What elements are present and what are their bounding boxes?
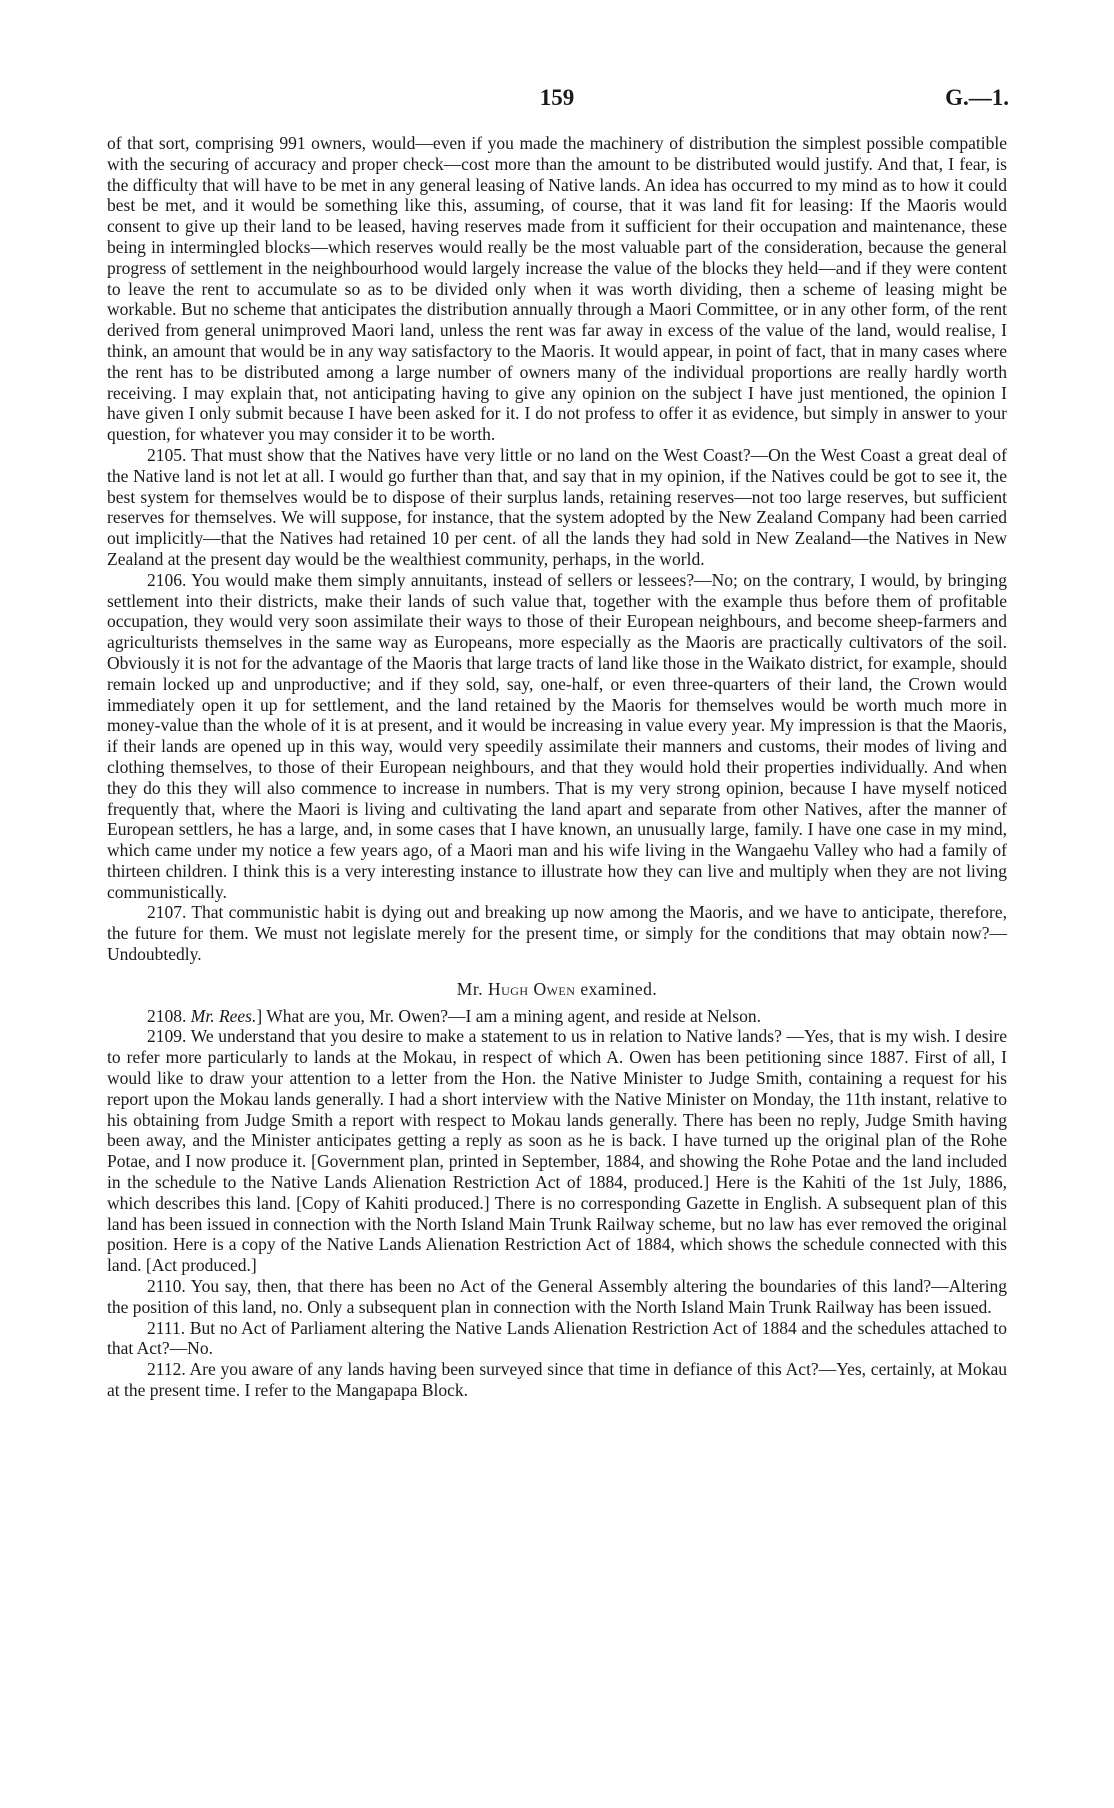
page-header <box>107 85 1007 133</box>
heading-suffix: examined. <box>575 978 658 999</box>
paragraph-2110: 2110. You say, then, that there has been no Act of the General Assembly altering the boundaries of this land?—Altering the position of this land, no. Only a subsequent plan in connection with the North Island Main Trunk Railway has been issued. <box>107 1276 1007 1317</box>
witness-name: Hugh Owen <box>487 978 576 999</box>
question-text: ] What are you, Mr. Owen?—I am a mining agent, and reside at Nelson. <box>256 1005 761 1026</box>
witness-heading <box>107 979 1007 1000</box>
paragraph-2107: 2107. That communistic habit is dying out and breaking up now among the Maoris, and we have to anticipate, therefore, the future for them. We must not legislate merely for the present time, or simply for the conditions that may obtain now?—Undoubtedly. <box>107 902 1007 965</box>
body-text <box>107 133 1007 1401</box>
continuation-paragraph: of that sort, comprising 991 owners, would—even if you made the machinery of distribution the simplest possible compatible with the securing of accuracy and proper check—cost more than the amount to be distributed would justify. And that, I fear, is the difficulty that will have to be met in any general leasing of Native lands. An idea has occurred to my mind as to how it could best be met, and it would be something like this, assuming, of course, that it was land fit for leasing: If the Maoris would consent to give up their land to be leased, having reserves made from it sufficient for their occupation and maintenance, these being in intermingled blocks—which reserves would really be the most valuable part of the consideration, because the general progress of settlement in the neighbourhood would largely increase the value of the blocks they held—and if they were content to leave the rent to accumulate so as to be divided only when it was worth dividing, then a scheme of leasing might be workable. But no scheme that anticipates the distribution annually through a Maori Committee, or in any other form, of the rent derived from general unimproved Maori land, unless the rent was far away in excess of the value of the land, would realise, I think, an amount that would be in any way satisfactory to the Maoris. It would appear, in point of fact, that in many cases where the rent has to be distributed among a large number of owners many of the individual proportions are really hardly worth receiving. I may explain that, not anticipating having to give any opinion on the subject I have just mentioned, the opinion I have given I only submit because I have been asked for it. I do not profess to offer it as evidence, but simply in answer to your question, for whatever you may consider it to be worth. <box>107 133 1007 445</box>
paragraph-2111: 2111. But no Act of Parliament altering the Native Lands Alienation Restriction Act of 1884 and the schedules attached to that Act?—No. <box>107 1317 1007 1359</box>
paragraph-2108 <box>107 1006 1007 1027</box>
paragraph-2105: 2105. That must show that the Natives have very little or no land on the West Coast?—On the West Coast a great deal of the Native land is not let at all. I would go further than that, and say that in my opinion, if the Natives could be got to see it, the best system for themselves would be to dispose of their surplus lands, retaining reserves—not too large reserves, but sufficient reserves for themselves. We will suppose, for instance, that the system adopted by the New Zealand Company had been carried out implicitly—that the Natives had retained 10 per cent. of all the lands they had sold in New Zealand—the Natives in New Zealand at the present day would be the wealthiest community, perhaps, in the world. <box>107 444 1007 569</box>
paragraph-2109: 2109. We understand that you desire to make a statement to us in relation to Native lands? —Yes, that is my wish. I desire to refer more particularly to lands at the Mokau, in respect of which A. Owen has been petitioning since 1887. First of all, I would like to draw your attention to a letter from the Hon. the Native Minister to Judge Smith, containing a request for his report upon the Mokau lands generally. I had a short interview with the Native Minister on Monday, the 11th instant, relative to his obtaining from Judge Smith a report with respect to Mokau lands generally. There has been no reply, Judge Smith having been away, and the Minister anticipates getting a reply as soon as he is back. I have turned up the original plan of the Rohe Potae, and I now produce it. [Government plan, printed in September, 1884, and showing the Rohe Potae and the land included in the schedule to the Native Lands Alienation Restriction Act of 1884, produced.] Here is the Kahiti of the 1st July, 1886, which describes this land. [Copy of Kahiti produced.] There is no corresponding Gazette in English. A subsequent plan of this land has been issued in connection with the North Island Main Trunk Railway scheme, but no law has ever removed the original position. Here is a copy of the Native Lands Alienation Restriction Act of 1884, which shows the schedule connected with this land. [Act produced.] <box>107 1026 1007 1276</box>
questioner-name: Mr. Rees. <box>190 1005 257 1026</box>
heading-prefix: Mr. <box>456 978 488 999</box>
page-number: 159 <box>539 85 575 110</box>
paragraph-2112: 2112. Are you aware of any lands having been surveyed since that time in defiance of this Act?—Yes, certainly, at Mokau at the present time. I refer to the Mangapapa Block. <box>107 1359 1007 1401</box>
document-reference: G.—1. <box>945 85 1009 110</box>
document-page <box>107 85 1007 1401</box>
paragraph-2106: 2106. You would make them simply annuitants, instead of sellers or lessees?—No; on the contrary, I would, by bringing settlement into their districts, make their lands of such value that, together with the example thus before them of profitable occupation, they would very soon assimilate their ways to those of their European neighbours, and become sheep-farmers and agriculturists themselves in the same way as Europeans, more especially as the Maoris are practically cultivators of the soil. Obviously it is not for the advantage of the Maoris that large tracts of land like those in the Waikato district, for example, should remain locked up and unproductive; and if they sold, say, one-half, or even three-quarters of their land, the Crown would immediately open it up for settlement, and the land retained by the Maoris for themselves would be worth much more in money-value than the whole of it is at present, and it would be increasing in value every year. My impression is that the Maoris, if their lands are opened up in this way, would very speedily assimilate their manners and customs, their modes of living and clothing themselves, to those of their European neighbours, and that they would hold their properties individually. And when they do this they will also commence to increase in numbers. That is my very strong opinion, because I have myself noticed frequently that, where the Maori is living and cultivating the land apart and separate from other Natives, after the manner of European settlers, he has a large, and, in some cases that I have known, an unusually large, family. I have one case in my mind, which came under my notice a few years ago, of a Maori man and his wife living in the Wangaehu Valley who had a family of thirteen children. I think this is a very interesting instance to illustrate how they can live and multiply when they are not living communistically. <box>107 569 1007 902</box>
question-number: 2108. <box>147 1005 191 1026</box>
